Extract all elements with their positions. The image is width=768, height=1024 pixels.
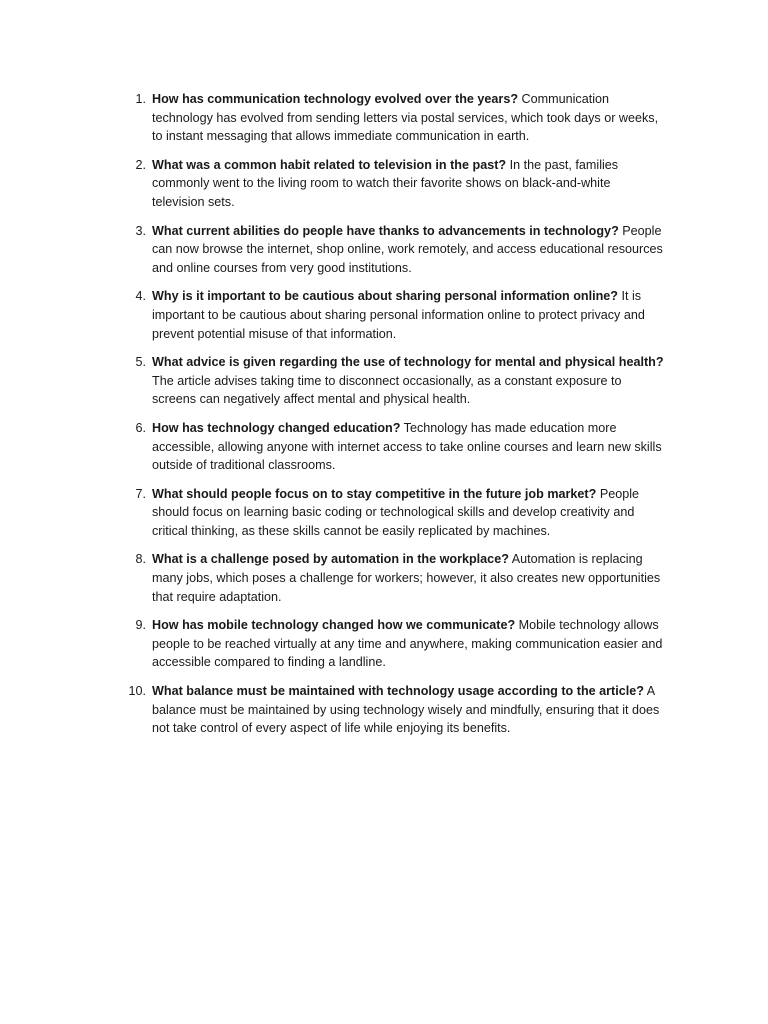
list-item [124,419,664,475]
question-text: How has communication technology evolved over the years? [152,92,519,106]
question-text: What balance must be maintained with technology usage according to the article? [152,684,644,699]
item-number: 6. [135,420,146,435]
item-number: 5. [135,355,146,370]
question-answer-list [124,90,664,748]
item-number: 3. [135,223,146,238]
answer-text: A balance must be maintained by using technology wisely and mindfully, ensuring that it does not take control of every aspect of life while enjoying its benefits. [152,684,660,736]
answer-text: Technology has made education more accessible, allowing anyone with internet access to take online courses and learn new skills outside of traditional classrooms. [152,420,662,473]
answer-text: People should focus on learning basic coding or technological skills and develop creativity and critical thinking, as these skills cannot be easily replicated by machines. [152,486,640,538]
item-number: 2. [135,157,146,172]
item-number: 4. [135,289,146,304]
item-number: 1. [135,92,146,106]
answer-text: In the past, families commonly went to the living room to watch their favorite shows on black-and-white television sets. [152,157,619,209]
list-item [124,287,664,343]
list-item [124,550,664,606]
question-text: What is a challenge posed by automation in the workplace? [152,552,509,567]
answer-text: People can now browse the internet, shop online, work remotely, and access educational resources and online courses from very good institutions. [152,223,663,275]
list-item [124,90,664,146]
answer-text: Communication technology has evolved from sending letters via postal services, which took days or weeks, to instant messaging that allows immediate communication in earth. [152,92,659,144]
question-text: How has mobile technology changed how we communicate? [152,618,516,633]
list-item [124,485,664,541]
item-number: 9. [135,618,146,633]
question-text: What was a common habit related to television in the past? [152,157,507,172]
question-text: What advice is given regarding the use of technology for mental and physical health? [152,355,664,370]
answer-text: Mobile technology allows people to be reached virtually at any time and anywhere, making communication easier and accessible compared to finding a landline. [152,618,663,670]
question-text: What current abilities do people have thanks to advancements in technology? [152,223,619,238]
answer-text: The article advises taking time to disconnect occasionally, as a constant exposure to screens can negatively affect mental and physical health. [152,373,622,407]
item-number: 10. [128,684,146,699]
list-item [124,156,664,212]
list-item [124,616,664,672]
item-number: 8. [135,552,146,567]
question-text: How has technology changed education? [152,420,401,435]
item-number: 7. [135,486,146,501]
list-item [124,682,664,738]
answer-text: It is important to be cautious about sharing personal information online to protect privacy and prevent potential misuse of that information. [152,289,645,341]
answer-text: Automation is replacing many jobs, which poses a challenge for workers; however, it also creates new opportunities that require adaptation. [152,552,661,604]
list-item [124,353,664,409]
question-text: What should people focus on to stay competitive in the future job market? [152,486,597,501]
list-item [124,222,664,278]
question-text: Why is it important to be cautious about sharing personal information online? [152,289,618,304]
